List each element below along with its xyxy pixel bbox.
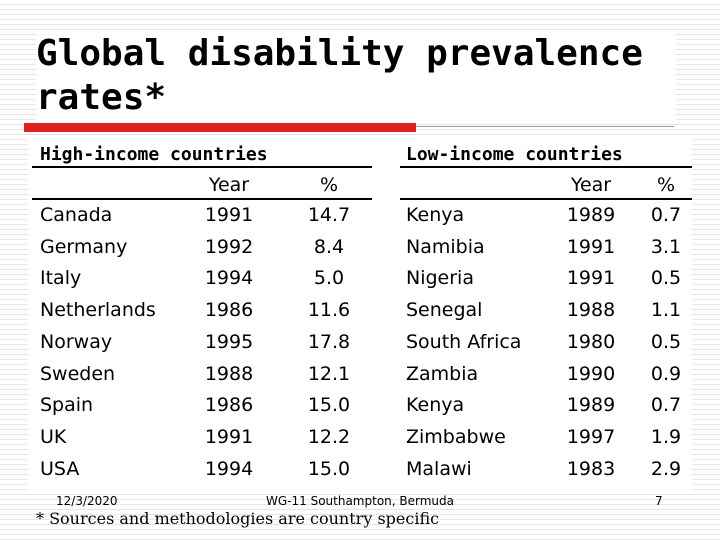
high-income-heading: High-income countries	[40, 144, 268, 165]
high-income-row-year: 1991	[204, 426, 254, 448]
low-income-row-country: Kenya	[406, 394, 465, 416]
low-income-row-year: 1990	[566, 363, 616, 385]
high-income-row-percent: 15.0	[307, 458, 351, 480]
low-income-column-rule	[400, 198, 692, 200]
low-income-col-year: Year	[570, 174, 612, 196]
low-income-row-year: 1988	[566, 299, 616, 321]
high-income-row-country: Canada	[40, 204, 113, 226]
low-income-row-percent: 0.7	[650, 394, 682, 416]
high-income-row-country: Norway	[40, 331, 113, 353]
low-income-row-year: 1989	[566, 204, 616, 226]
sources-footnote: * Sources and methodologies are country specific	[36, 509, 440, 528]
low-income-row-country: Zambia	[406, 363, 479, 385]
low-income-row-country: Malawi	[406, 458, 472, 480]
low-income-row-year: 1989	[566, 394, 616, 416]
low-income-row-percent: 0.5	[650, 331, 682, 353]
high-income-column-rule	[32, 198, 372, 200]
high-income-col-percent: %	[319, 174, 339, 196]
title-underline-rule	[416, 126, 674, 127]
high-income-row-year: 1994	[204, 267, 254, 289]
low-income-col-percent: %	[656, 174, 676, 196]
footer-date: 12/3/2020	[56, 494, 118, 508]
low-income-row-percent: 1.9	[650, 426, 682, 448]
low-income-heading-rule	[400, 166, 692, 168]
high-income-row-year: 1992	[204, 236, 254, 258]
low-income-row-country: Kenya	[406, 204, 465, 226]
slide-title: Global disability prevalence rates*	[36, 32, 676, 120]
high-income-row-percent: 8.4	[313, 236, 345, 258]
high-income-row-country: UK	[40, 426, 67, 448]
high-income-row-year: 1995	[204, 331, 254, 353]
high-income-row-country: Sweden	[40, 363, 116, 385]
high-income-row-percent: 17.8	[307, 331, 351, 353]
high-income-row-percent: 14.7	[307, 204, 351, 226]
high-income-row-country: Spain	[40, 394, 94, 416]
low-income-row-year: 1980	[566, 331, 616, 353]
footer-event: WG-11 Southampton, Bermuda	[266, 494, 454, 508]
low-income-heading: Low-income countries	[406, 144, 623, 165]
high-income-row-country: Italy	[40, 267, 82, 289]
high-income-row-country: Germany	[40, 236, 128, 258]
high-income-row-country: Netherlands	[40, 299, 156, 321]
low-income-row-percent: 0.5	[650, 267, 682, 289]
low-income-row-country: South Africa	[406, 331, 522, 353]
high-income-row-year: 1988	[204, 363, 254, 385]
low-income-row-country: Senegal	[406, 299, 483, 321]
low-income-row-country: Zimbabwe	[406, 426, 506, 448]
low-income-row-percent: 2.9	[650, 458, 682, 480]
high-income-row-percent: 5.0	[313, 267, 345, 289]
high-income-heading-rule	[32, 166, 372, 168]
high-income-row-percent: 12.1	[307, 363, 351, 385]
low-income-row-country: Nigeria	[406, 267, 474, 289]
high-income-row-year: 1991	[204, 204, 254, 226]
low-income-row-percent: 3.1	[650, 236, 682, 258]
low-income-row-year: 1983	[566, 458, 616, 480]
title-accent-bar	[24, 123, 416, 132]
low-income-row-year: 1991	[566, 236, 616, 258]
low-income-row-percent: 0.7	[650, 204, 682, 226]
slide-number: 7	[655, 494, 663, 508]
high-income-col-year: Year	[208, 174, 250, 196]
high-income-row-percent: 11.6	[307, 299, 351, 321]
high-income-row-year: 1986	[204, 394, 254, 416]
high-income-row-year: 1986	[204, 299, 254, 321]
low-income-row-percent: 0.9	[650, 363, 682, 385]
low-income-row-percent: 1.1	[650, 299, 682, 321]
low-income-row-country: Namibia	[406, 236, 485, 258]
high-income-row-year: 1994	[204, 458, 254, 480]
low-income-row-year: 1997	[566, 426, 616, 448]
high-income-row-percent: 15.0	[307, 394, 351, 416]
low-income-row-year: 1991	[566, 267, 616, 289]
high-income-row-country: USA	[40, 458, 80, 480]
high-income-row-percent: 12.2	[307, 426, 351, 448]
